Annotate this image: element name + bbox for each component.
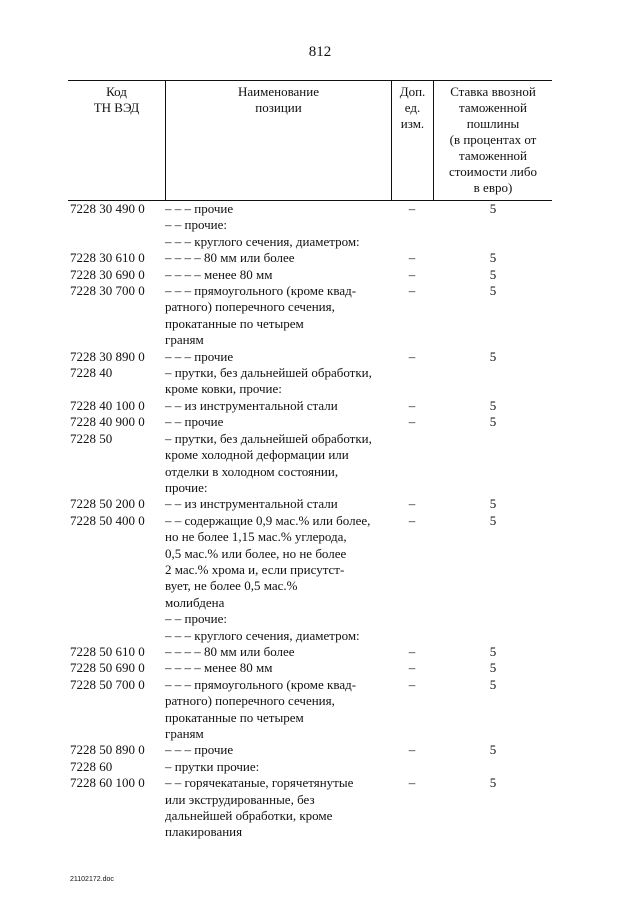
table-row — [0, 250, 640, 266]
row-name: – – – – 80 мм или более — [165, 643, 295, 659]
header-rate: Ставка ввозной таможенной пошлины (в процентах от таможенной стоимости либо в евро) — [448, 84, 537, 195]
row-rate: 5 — [489, 496, 497, 512]
row-code: 7228 40 100 0 — [70, 397, 145, 413]
row-unit: – — [408, 266, 416, 282]
row-rate: 5 — [489, 775, 497, 791]
row-rate: 5 — [489, 201, 497, 216]
table-row — [0, 283, 640, 349]
row-rate: 5 — [489, 676, 497, 692]
row-name: – – из инструментальной стали — [165, 397, 338, 413]
row-code: 7228 50 — [70, 430, 113, 446]
row-unit: – — [408, 775, 416, 791]
row-unit: – — [408, 397, 416, 413]
row-rate: 5 — [489, 742, 497, 758]
row-rate: 5 — [489, 643, 497, 659]
row-code: 7228 60 — [70, 758, 113, 774]
table-row — [0, 201, 640, 217]
row-code: 7228 30 890 0 — [70, 348, 145, 364]
header-name: Наименование позиции — [238, 84, 319, 115]
row-name: – – – круглого сечения, диаметром: — [165, 233, 360, 249]
row-name: – – из инструментальной стали — [165, 496, 338, 512]
row-name: – прутки, без дальнейшей обработки, кроме ковки, прочие: — [165, 365, 372, 397]
table-row — [0, 644, 640, 660]
row-name: – – – – 80 мм или более — [165, 250, 295, 266]
row-code: 7228 50 890 0 — [70, 742, 145, 758]
row-code: 7228 30 690 0 — [70, 266, 145, 282]
row-code: 7228 40 900 0 — [70, 414, 145, 430]
header-code: Код ТН ВЭД — [93, 84, 140, 115]
tariff-table-body — [0, 201, 640, 841]
row-unit: – — [408, 283, 416, 299]
row-name: – – – – менее 80 мм — [165, 266, 273, 282]
header-unit: Доп. ед. изм. — [399, 84, 426, 131]
row-rate: 5 — [489, 250, 497, 266]
row-rate: 5 — [489, 512, 497, 528]
page-number: 812 — [308, 44, 332, 60]
row-code: 7228 30 610 0 — [70, 250, 145, 266]
table-row — [0, 234, 640, 250]
row-unit: – — [408, 660, 416, 676]
row-unit: – — [408, 742, 416, 758]
row-code: 7228 30 490 0 — [70, 201, 145, 216]
table-row — [0, 775, 640, 841]
table-row — [0, 513, 640, 611]
table-row — [0, 628, 640, 644]
row-code: 7228 30 700 0 — [70, 283, 145, 299]
row-code: 7228 50 690 0 — [70, 660, 145, 676]
row-unit: – — [408, 512, 416, 528]
row-code: 7228 60 100 0 — [70, 775, 145, 791]
row-unit: – — [408, 676, 416, 692]
row-rate: 5 — [489, 397, 497, 413]
row-unit: – — [408, 348, 416, 364]
table-row — [0, 496, 640, 512]
row-name: – – – прочие — [165, 201, 234, 216]
table-row — [0, 398, 640, 414]
row-name: – – прочие — [165, 414, 224, 430]
table-row — [0, 217, 640, 233]
row-code: 7228 50 610 0 — [70, 643, 145, 659]
row-code: 7228 50 400 0 — [70, 512, 145, 528]
footer-filename: 21102172.doc — [70, 876, 114, 883]
row-code: 7228 40 — [70, 365, 113, 381]
row-name: – прутки, без дальнейшей обработки, кроме холодной деформации или отделки в холодном состоянии, прочие: — [165, 430, 372, 495]
row-name: – – содержащие 0,9 мас.% или более, но не более 1,15 мас.% углерода, 0,5 мас.% или более, но не более 2 мас.% хрома и, если присутст- вует, не более 0,5 мас.% молибдена — [165, 512, 371, 610]
row-unit: – — [408, 250, 416, 266]
table-row — [0, 365, 640, 398]
table-row — [0, 677, 640, 743]
row-unit: – — [408, 643, 416, 659]
row-name: – – – круглого сечения, диаметром: — [165, 627, 360, 643]
header-top-rule — [68, 80, 552, 81]
table-row — [0, 267, 640, 283]
row-rate: 5 — [489, 266, 497, 282]
row-code: 7228 50 200 0 — [70, 496, 145, 512]
row-name: – – прочие: — [165, 217, 227, 233]
row-name: – – – – менее 80 мм — [165, 660, 273, 676]
row-rate: 5 — [489, 414, 497, 430]
row-rate: 5 — [489, 348, 497, 364]
row-name: – – горячекатаные, горячетянутые или экструдированные, без дальнейшей обработки, кроме плакирования — [165, 775, 354, 840]
row-name: – – – прямоугольного (кроме квад- ратного) поперечного сечения, прокатанные по четырем граням — [165, 676, 357, 741]
table-row — [0, 431, 640, 497]
row-unit: – — [408, 496, 416, 512]
table-row — [0, 349, 640, 365]
row-name: – – прочие: — [165, 611, 227, 627]
row-unit: – — [408, 201, 416, 216]
row-rate: 5 — [489, 660, 497, 676]
row-name: – – – прочие — [165, 348, 234, 364]
row-name: – прутки прочие: — [165, 758, 260, 774]
row-unit: – — [408, 414, 416, 430]
table-row — [0, 742, 640, 758]
table-row — [0, 759, 640, 775]
row-name: – – – прямоугольного (кроме квад- ратного) поперечного сечения, прокатанные по четырем граням — [165, 283, 357, 348]
table-row — [0, 611, 640, 627]
row-rate: 5 — [489, 283, 497, 299]
row-code: 7228 50 700 0 — [70, 676, 145, 692]
table-row — [0, 414, 640, 430]
row-name: – – – прочие — [165, 742, 234, 758]
table-row — [0, 660, 640, 676]
